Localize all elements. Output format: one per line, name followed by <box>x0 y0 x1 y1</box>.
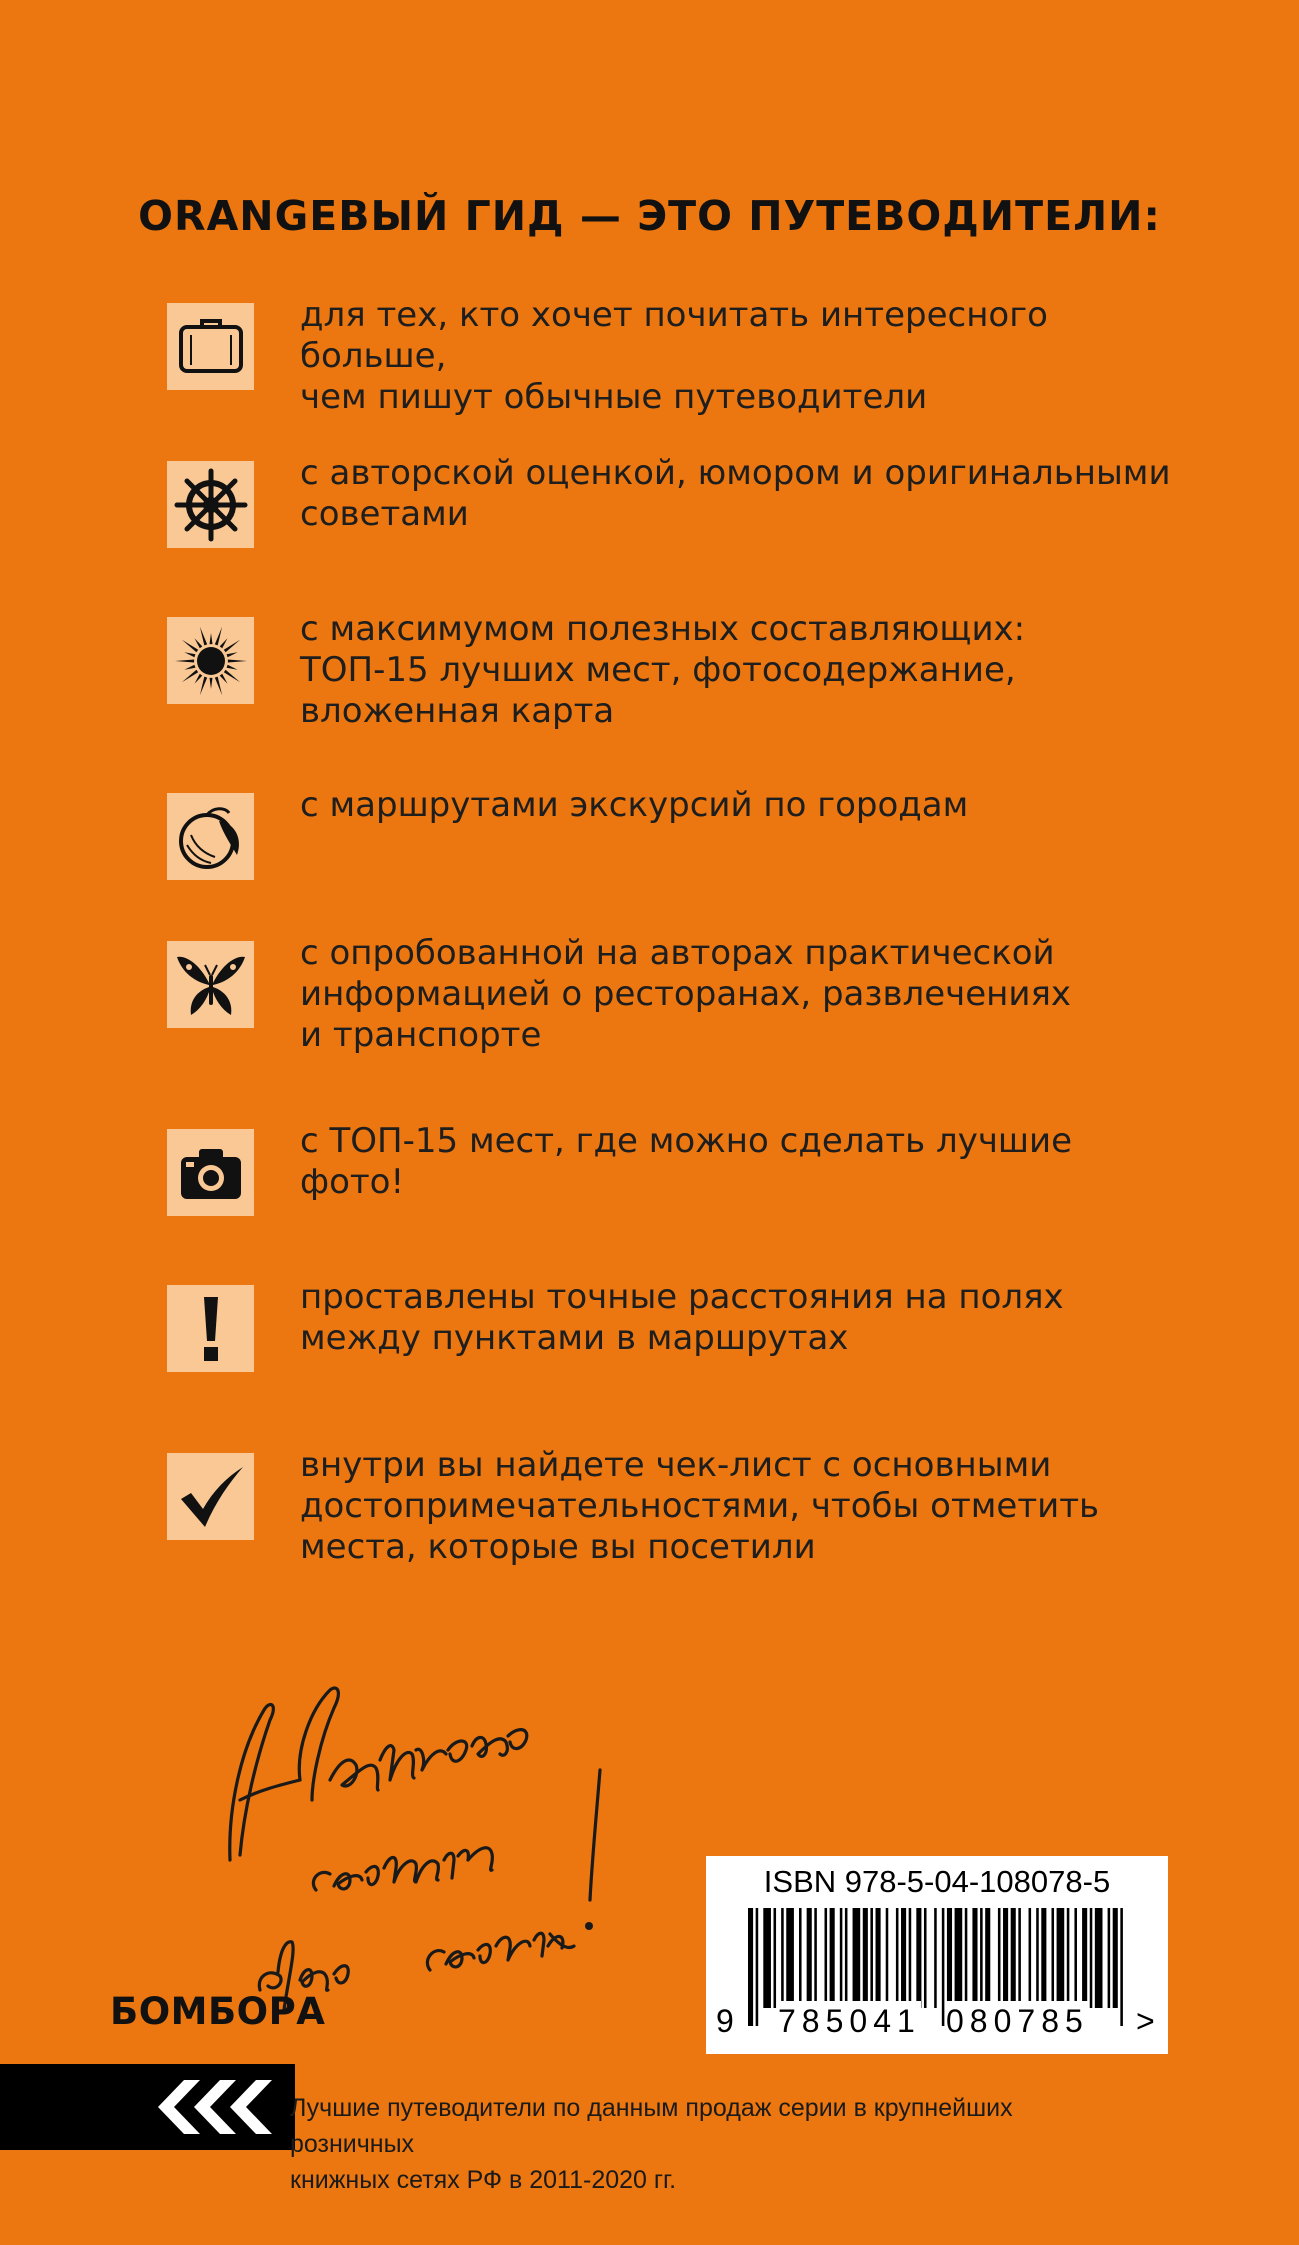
sun-ray <box>223 669 239 682</box>
feature-line: с авторской оценкой, юмором и оригинальными <box>300 453 1171 493</box>
footnote-line: книжных сетях РФ в 2011-2020 гг. <box>290 2166 677 2194</box>
barcode-bar <box>1067 1908 1070 2008</box>
sun-icon <box>167 617 254 704</box>
feature-text <box>300 785 1180 826</box>
feature-line: чем пишут обычные путеводители <box>300 377 928 417</box>
barcode-bar <box>781 1908 784 2008</box>
sun-ray <box>214 626 221 645</box>
barcode-bar <box>1018 1908 1021 2008</box>
feature-text <box>300 453 1180 535</box>
barcode-bar <box>947 1908 952 2008</box>
barcode-digit-prefix: 9 <box>716 2003 734 2039</box>
camera-icon <box>167 1129 254 1216</box>
sun-ray <box>184 652 195 657</box>
barcode-digits-right: 080785 <box>946 2003 1089 2039</box>
feature-line: проставлены точные расстояния на полях <box>300 1277 1064 1317</box>
barcode-bar <box>972 1908 977 2008</box>
barcode-bar <box>916 1908 921 2008</box>
barcode-bar <box>1113 1908 1118 2008</box>
feature-line: с максимумом полезных составляющих: <box>300 609 1026 649</box>
feature-text <box>300 295 1180 418</box>
barcode-bar <box>985 1908 990 2008</box>
isbn-barcode <box>706 1856 1168 2054</box>
sun-ray <box>181 639 197 652</box>
barcode-bar <box>830 1908 835 2008</box>
sun-ray <box>223 639 239 652</box>
sun-ray <box>199 676 206 695</box>
barcode-digit-quiet-zone: > <box>1136 2003 1155 2039</box>
barcode-bar <box>998 1908 1001 2008</box>
barcode-bar <box>1082 1908 1087 2008</box>
exclamation-icon <box>167 1285 254 1372</box>
barcode-bar <box>1051 1908 1054 2008</box>
barcode-bar <box>1041 1908 1046 2008</box>
barcode-bar <box>1003 1908 1008 2008</box>
page-title: ORANGEВЫЙ ГИД — ЭТО ПУТЕВОДИТЕЛИ: <box>138 192 1161 240</box>
barcode-bar <box>1074 1908 1077 2008</box>
feature-line: для тех, кто хочет почитать интересного больше, <box>300 295 1048 376</box>
barcode-bar <box>955 1908 963 2008</box>
suitcase-icon <box>167 303 254 390</box>
barcode-bar <box>1108 1908 1111 2008</box>
barcode-bar <box>863 1908 868 2008</box>
barcode-bar <box>896 1908 899 2008</box>
barcode-bar <box>1029 1908 1032 2008</box>
chevrons-icon <box>150 2080 290 2134</box>
sun-ray <box>226 652 237 657</box>
barcode-bar <box>845 1908 848 2008</box>
barcode-bar <box>980 1908 983 2008</box>
feature-line: с ТОП-15 мест, где можно сделать лучшие фото! <box>300 1121 1073 1202</box>
sun-ray <box>219 638 227 648</box>
sun-ray <box>181 669 197 682</box>
barcode-bar <box>799 1908 802 2008</box>
sun-ray <box>194 673 202 683</box>
feature-line: советами <box>300 494 469 534</box>
feature-line: и транспорте <box>300 1015 542 1055</box>
barcode-bar <box>840 1908 843 2008</box>
feature-line: информацией о ресторанах, развлечениях <box>300 974 1072 1014</box>
barcode-bar <box>1095 1908 1103 2008</box>
barcode-bar <box>909 1908 912 2008</box>
barcode-bar <box>1057 1908 1065 2008</box>
barcode-digits-left: 785041 <box>778 2003 921 2039</box>
feature-text <box>300 933 1180 1056</box>
barcode-bar <box>786 1908 794 2008</box>
barcode-bar <box>1036 1908 1039 2008</box>
feature-text <box>300 1277 1180 1359</box>
checkmark-icon <box>167 1453 254 1540</box>
barcode-bar <box>774 1908 777 2008</box>
feature-line: между пунктами в маршрутах <box>300 1318 849 1358</box>
barcode-bar <box>825 1908 828 2008</box>
footnote-line: Лучшие путеводители по данным продаж серии в крупнейших розничных <box>290 2094 1013 2158</box>
feature-line: с маршрутами экскурсий по городам <box>300 785 969 825</box>
orange-fruit-icon <box>167 793 254 880</box>
feature-line: с опробованной на авторах практической <box>300 933 1055 973</box>
ship-wheel-icon <box>167 461 254 548</box>
feature-line: ТОП-15 лучших мест, фотосодержание, <box>300 650 1016 690</box>
barcode-bar <box>763 1908 771 2008</box>
sun-ray <box>219 673 227 683</box>
feature-text <box>300 1121 1180 1203</box>
series-badge <box>0 2064 295 2150</box>
barcode-digits <box>716 2001 1166 2041</box>
feature-line: места, которые вы посетили <box>300 1527 816 1567</box>
barcode-bar <box>807 1908 812 2008</box>
sun-ray <box>209 633 212 644</box>
barcode-bar <box>886 1908 889 2008</box>
barcode-bar <box>853 1908 861 2008</box>
publisher-logo: БОМБОРА <box>110 1990 326 2033</box>
feature-line: внутри вы найдете чек-лист с основными <box>300 1445 1052 1485</box>
feature-text <box>300 1445 1180 1568</box>
barcode-bar <box>965 1908 968 2008</box>
sun-ray <box>199 626 206 645</box>
barcode-bar <box>870 1908 873 2008</box>
barcode-bar <box>1090 1908 1093 2008</box>
barcode-bar <box>814 1908 817 2008</box>
feature-line: достопримечательностями, чтобы отметить <box>300 1486 1100 1526</box>
sun-ray <box>209 677 212 688</box>
barcode-bar <box>876 1908 881 2008</box>
footnote <box>290 2090 1130 2198</box>
sun-ray <box>175 659 194 662</box>
isbn-label: ISBN 978-5-04-108078-5 <box>763 1864 1111 1899</box>
barcode-bar <box>901 1908 906 2008</box>
sun-ray <box>184 664 195 669</box>
feature-line: вложенная карта <box>300 691 615 731</box>
sun-ray <box>226 664 237 669</box>
barcode-bar <box>934 1908 937 2008</box>
barcode-bar <box>924 1908 927 2008</box>
butterfly-icon <box>167 941 254 1028</box>
feature-text <box>300 609 1180 732</box>
sun-ray <box>194 638 202 648</box>
sun-ray <box>214 676 221 695</box>
barcode-bar <box>1011 1908 1016 2008</box>
sun-ray <box>227 659 246 662</box>
